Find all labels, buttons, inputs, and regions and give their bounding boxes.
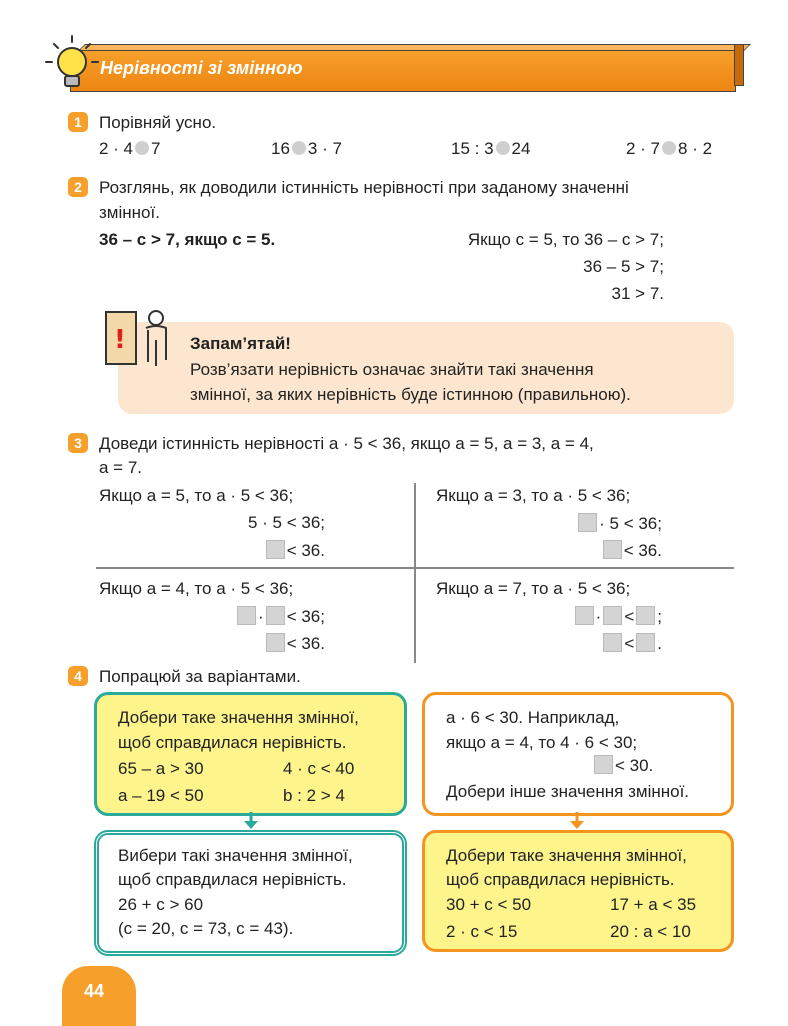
answer-blank <box>266 633 285 652</box>
inequality: 26 + c > 60 <box>118 895 204 914</box>
comparison-item: 15 : 3 24 <box>451 139 531 158</box>
exercise-text: Розглянь, як доводили істинність нерівності при заданому значенні <box>99 178 629 197</box>
arrow-down-icon <box>567 812 587 830</box>
exercise-number: 1 <box>68 112 88 132</box>
task-text: Добери таке значення змінної, <box>118 708 359 727</box>
inequality: b : 2 > 4 <box>283 786 345 805</box>
answer-blank <box>594 755 613 774</box>
task-text: Добери інше значення змінної. <box>446 782 690 801</box>
arrow-down-icon <box>241 812 261 830</box>
proof-line: 36 – 5 > 7; <box>583 257 664 276</box>
inequality: a – 19 < 50 <box>118 786 204 805</box>
answer-blank <box>578 513 597 532</box>
proof-line: 5 · 5 < 36; <box>247 513 325 532</box>
lightbulb-icon <box>44 34 100 94</box>
answer-blank <box>266 606 285 625</box>
answer-blank <box>603 633 622 652</box>
task-text: Вибери такі значення змінної, <box>118 846 353 865</box>
task-text: Добери таке значення змінної, <box>446 846 687 865</box>
answer-blank <box>575 606 594 625</box>
compare-blank <box>135 141 149 155</box>
exercise-text: змінної. <box>99 203 160 222</box>
proof-line: 31 > 7. <box>611 284 664 303</box>
proof-line: < 36. <box>601 540 662 561</box>
task-text: < 30. <box>592 755 653 776</box>
task-text: щоб справдилася нерівність. <box>118 733 347 752</box>
inequality: 2 · c < 15 <box>446 922 518 941</box>
answer-blank <box>266 540 285 559</box>
proof-line: Якщо a = 3, то a · 5 < 36; <box>436 486 631 505</box>
exercise-number: 4 <box>68 666 88 686</box>
warning-sign-icon <box>100 304 180 374</box>
exercise-number: 3 <box>68 433 88 453</box>
exercise-text: a = 7. <box>99 458 143 477</box>
proof-line: · < 36; <box>235 606 325 627</box>
proof-line: Якщо a = 5, то a · 5 < 36; <box>99 486 294 505</box>
table-divider <box>96 567 734 569</box>
proof-line: < 36. <box>264 633 325 654</box>
inequality: 4 · c < 40 <box>283 759 355 778</box>
proof-line: Якщо c = 5, то 36 – c > 7; <box>467 230 664 249</box>
compare-blank <box>496 141 510 155</box>
task-text: щоб справдилася нерівність. <box>118 870 347 889</box>
page-title: Нерівності зі змінною <box>100 58 303 78</box>
task-text: a · 6 < 30. Наприклад, <box>446 708 620 727</box>
exercise-instruction: Порівняй усно. <box>99 113 217 132</box>
proof-line: · 5 < 36; <box>576 513 662 534</box>
inequality: 65 – a > 30 <box>118 759 204 778</box>
given-inequality: 36 – c > 7, якщо c = 5. <box>99 230 276 249</box>
svg-text:!: ! <box>114 325 126 355</box>
remember-text: Розв’язати нерівність означає знайти такі значення <box>190 360 594 379</box>
proof-line: < . <box>601 633 662 654</box>
compare-blank <box>292 141 306 155</box>
exercise-number: 2 <box>68 177 88 197</box>
answer-blank <box>603 606 622 625</box>
answer-blank <box>636 633 655 652</box>
answer-blank <box>237 606 256 625</box>
compare-blank <box>662 141 676 155</box>
inequality: 17 + a < 35 <box>610 895 697 914</box>
remember-text: змінної, за яких нерівність буде істинною (правильною). <box>190 385 631 404</box>
table-divider <box>414 483 416 663</box>
inequality: 20 : a < 10 <box>610 922 691 941</box>
inequality: 30 + c < 50 <box>446 895 532 914</box>
candidate-values: (c = 20, c = 73, c = 43). <box>118 919 294 938</box>
proof-line: Якщо a = 7, то a · 5 < 36; <box>436 579 631 598</box>
proof-line: < 36. <box>264 540 325 561</box>
answer-blank <box>603 540 622 559</box>
proof-line: · < ; <box>573 606 662 627</box>
remember-title: Запам’ятай! <box>190 334 291 353</box>
comparison-item: 2 · 4 7 <box>99 139 161 158</box>
comparison-item: 16 3 · 7 <box>271 139 342 158</box>
task-text: якщо a = 4, то 4 · 6 < 30; <box>446 733 638 752</box>
task-text: щоб справдилася нерівність. <box>446 870 675 889</box>
comparison-item: 2 · 7 8 · 2 <box>626 139 713 158</box>
exercise-instruction: Попрацюй за варіантами. <box>99 667 301 686</box>
proof-line: Якщо a = 4, то a · 5 < 36; <box>99 579 294 598</box>
page-number: 44 <box>84 981 105 1001</box>
exercise-text: Доведи істинність нерівності a · 5 < 36, якщо a = 5, a = 3, a = 4, <box>99 434 594 453</box>
answer-blank <box>636 606 655 625</box>
